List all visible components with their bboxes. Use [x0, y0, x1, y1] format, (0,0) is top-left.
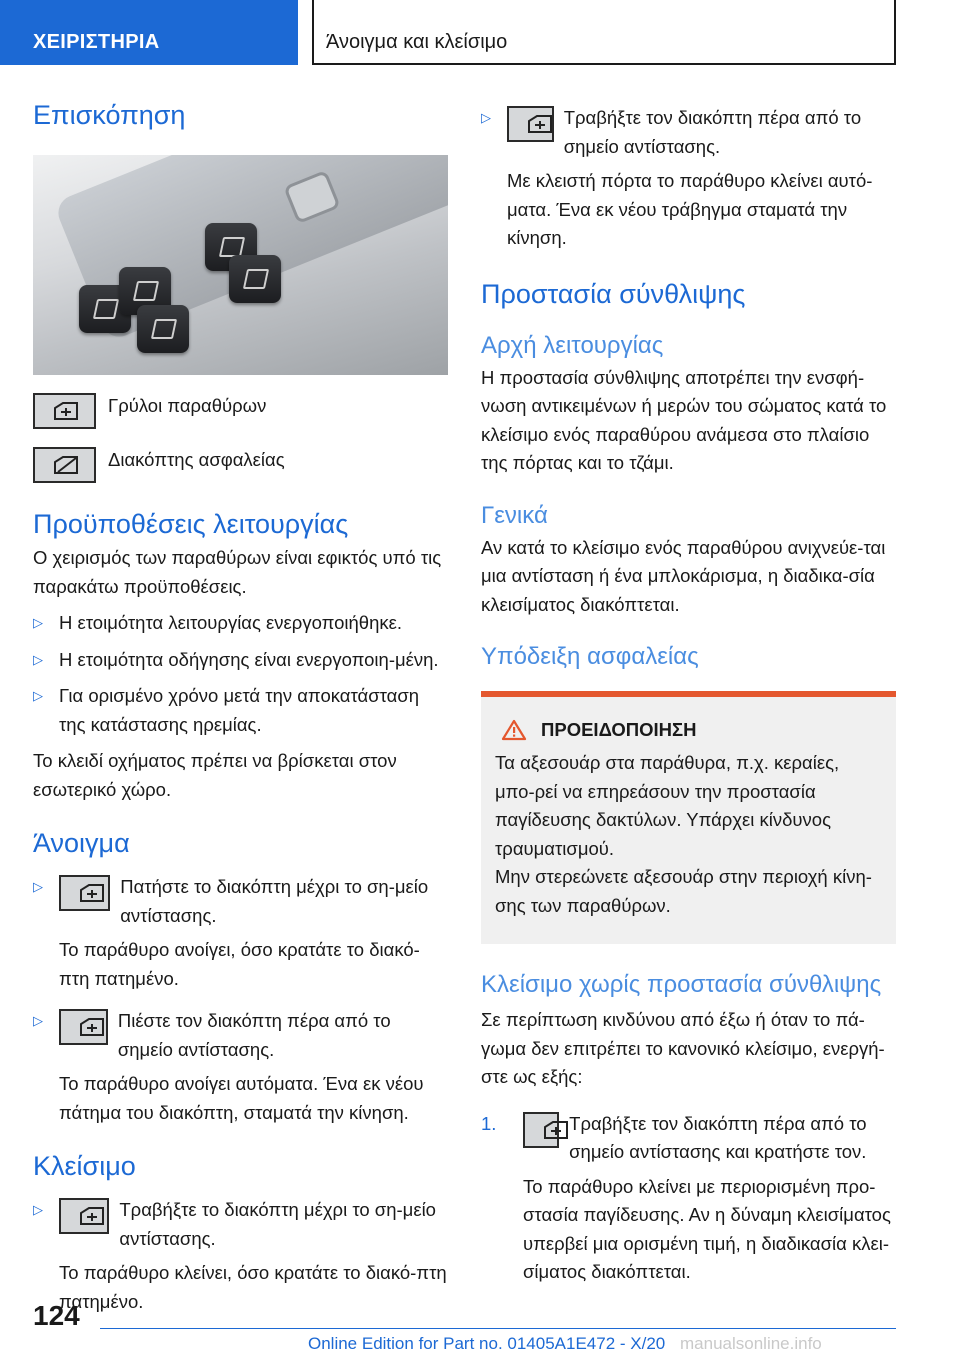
close-auto-step: ▷ Τραβήξτε τον διακόπτη πέρα από το σημείο αντίστασης. Με κλειστή πόρτα το παράθυρο κλείνει αυτό-ματα. Ένα εκ νέου τράβηγμα σταματά την κίνηση.: [481, 104, 896, 253]
footer-watermark: manualsonline.info: [680, 1334, 822, 1353]
general-title: Γενικά: [481, 501, 548, 529]
right-column: [481, 100, 896, 1287]
warning-text-2: Μην στερεώνετε αξεσουάρ στην περιοχή κίνη-σης των παραθύρων.: [495, 866, 872, 916]
principle-text: Η προστασία σύνθλιψης αποτρέπει την ενσφή-νωση αντικειμένων ή μερών του σώματος κατά το κλείσιμο ενός παραθύρου ανάμεσα στο πλαίσιο της πόρτας και το τζάμι.: [481, 366, 887, 473]
bullet-triangle-icon: ▷: [33, 879, 43, 894]
warning-triangle-icon: [501, 719, 527, 741]
general-text: Αν κατά το κλείσιμο ενός παραθύρου ανιχνεύε-ται μια αντίσταση ή ένα μπλοκάρισμα, η διαδικα-σία κλεισίματος διακόπτεται.: [481, 536, 886, 615]
principle-title: Αρχή λειτουργίας: [481, 331, 664, 359]
nopinch-title: Κλείσιμο χωρίς προστασία σύνθλιψης: [481, 971, 882, 998]
prereq-note: Το κλειδί οχήματος πρέπει να βρίσκεται στον εσωτερικό χώρο.: [33, 750, 397, 800]
bullet-triangle-icon: ▷: [33, 651, 43, 667]
page-number: 124: [33, 1300, 80, 1331]
open-step: ▷ Πατήστε το διακόπτη μέχρι το ση-μείο αντίστασης. Το παράθυρο ανοίγει, όσο κρατάτε το διακό-πτη πατημένο.: [33, 873, 448, 993]
warning-box: [481, 691, 896, 944]
bullet-triangle-icon: ▷: [33, 1202, 43, 1217]
prereq-intro: Ο χειρισμός των παραθύρων είναι εφικτός υπό τις παρακάτω προϋποθέσεις.: [33, 547, 442, 597]
bullet-triangle-icon: ▷: [481, 110, 491, 125]
close-step: ▷ Τραβήξτε το διακόπτη μέχρι το ση-μείο αντίστασης. Το παράθυρο κλείνει, όσο κρατάτε το διακό-πτη πατημένο.: [33, 1196, 448, 1316]
window-lifter-icon: [507, 106, 554, 142]
window-switch-rear-right: [229, 255, 281, 303]
warning-title: ΠΡΟΕΙΔΟΠΟΙΗΣΗ: [541, 719, 697, 740]
footer-edition: Online Edition for Part no. 01405A1E472 - X/20: [308, 1334, 666, 1353]
window-lifter-icon: [59, 1198, 109, 1234]
prereq-item: ▷ Η ετοιμότητα οδήγησης είναι ενεργοποιη-μένη.: [33, 646, 448, 675]
header-section: ΧΕΙΡΙΣΤΗΡΙΑ: [0, 0, 298, 65]
close-title: Κλείσιμο: [33, 1151, 136, 1181]
bullet-triangle-icon: ▷: [33, 1013, 43, 1028]
safety-switch-icon: [33, 447, 96, 483]
nopinch-step: 1. Τραβήξτε τον διακόπτη πέρα από το σημείο αντίστασης και κρατήστε τον. Το παράθυρο κλείνει με περιορισμένη προ-στασία παγίδευσης. Αν η δύναμη κλεισίματος υπερβεί μια ορισμένη τιμή, η διαδικασία κλει-σίματος διακόπτεται.: [481, 1110, 896, 1287]
pinch-title: Προστασία σύνθλιψης: [481, 278, 746, 309]
icon-safety-label: Διακόπτης ασφαλείας: [108, 449, 285, 470]
safety-title: Υπόδειξη ασφαλείας: [481, 643, 699, 670]
window-switch-rear-left-2: [137, 305, 189, 353]
window-lifter-icon: [59, 1009, 108, 1045]
prereq-item: ▷ Για ορισμένο χρόνο μετά την αποκατάσταση της κατάστασης ηρεμίας.: [33, 682, 448, 739]
nopinch-intro: Σε περίπτωση κινδύνου από έξω ή όταν το πά-γωμα δεν επιτρέπει το κανονικό κλείσιμο, ενεργή-στε ως εξής:: [481, 1009, 885, 1087]
switch-panel-photo: [33, 155, 448, 375]
footer-divider: [100, 1328, 896, 1329]
bullet-triangle-icon: ▷: [33, 615, 43, 630]
left-column: [33, 100, 448, 1316]
prereq-title: Προϋποθέσεις λειτουργίας: [33, 509, 349, 539]
open-step: ▷ Πιέστε τον διακόπτη πέρα από το σημείο αντίστασης. Το παράθυρο ανοίγει αυτόματα. Ένα εκ νέου πάτημα του διακόπτη, σταματά την κίνηση.: [33, 1007, 448, 1127]
window-lifter-icon: [59, 875, 110, 911]
open-title: Άνοιγμα: [33, 828, 130, 858]
icon-legend-safety: [33, 447, 448, 483]
step-number: 1.: [481, 1112, 497, 1134]
icon-window-label: Γρύλοι παραθύρων: [108, 395, 267, 416]
warning-text-1: Τα αξεσουάρ στα παράθυρα, π.χ. κεραίες, μπο-ρεί να επηρεάσουν την προστασία παγίδευσης δακτύλων. Υπάρχει κίνδυνος τραυματισμού.: [495, 752, 840, 859]
prereq-item: ▷ Η ετοιμότητα λειτουργίας ενεργοποιήθηκε.: [33, 609, 448, 638]
icon-legend-window: [33, 393, 448, 429]
warning-heading: [501, 719, 882, 741]
overview-title: Επισκόπηση: [33, 100, 186, 130]
warning-bar: [481, 691, 896, 697]
header-chapter: Άνοιγμα και κλείσιμο: [312, 0, 896, 65]
window-lifter-icon: [33, 393, 96, 429]
bullet-triangle-icon: ▷: [33, 688, 43, 703]
window-lifter-icon: [523, 1112, 559, 1148]
